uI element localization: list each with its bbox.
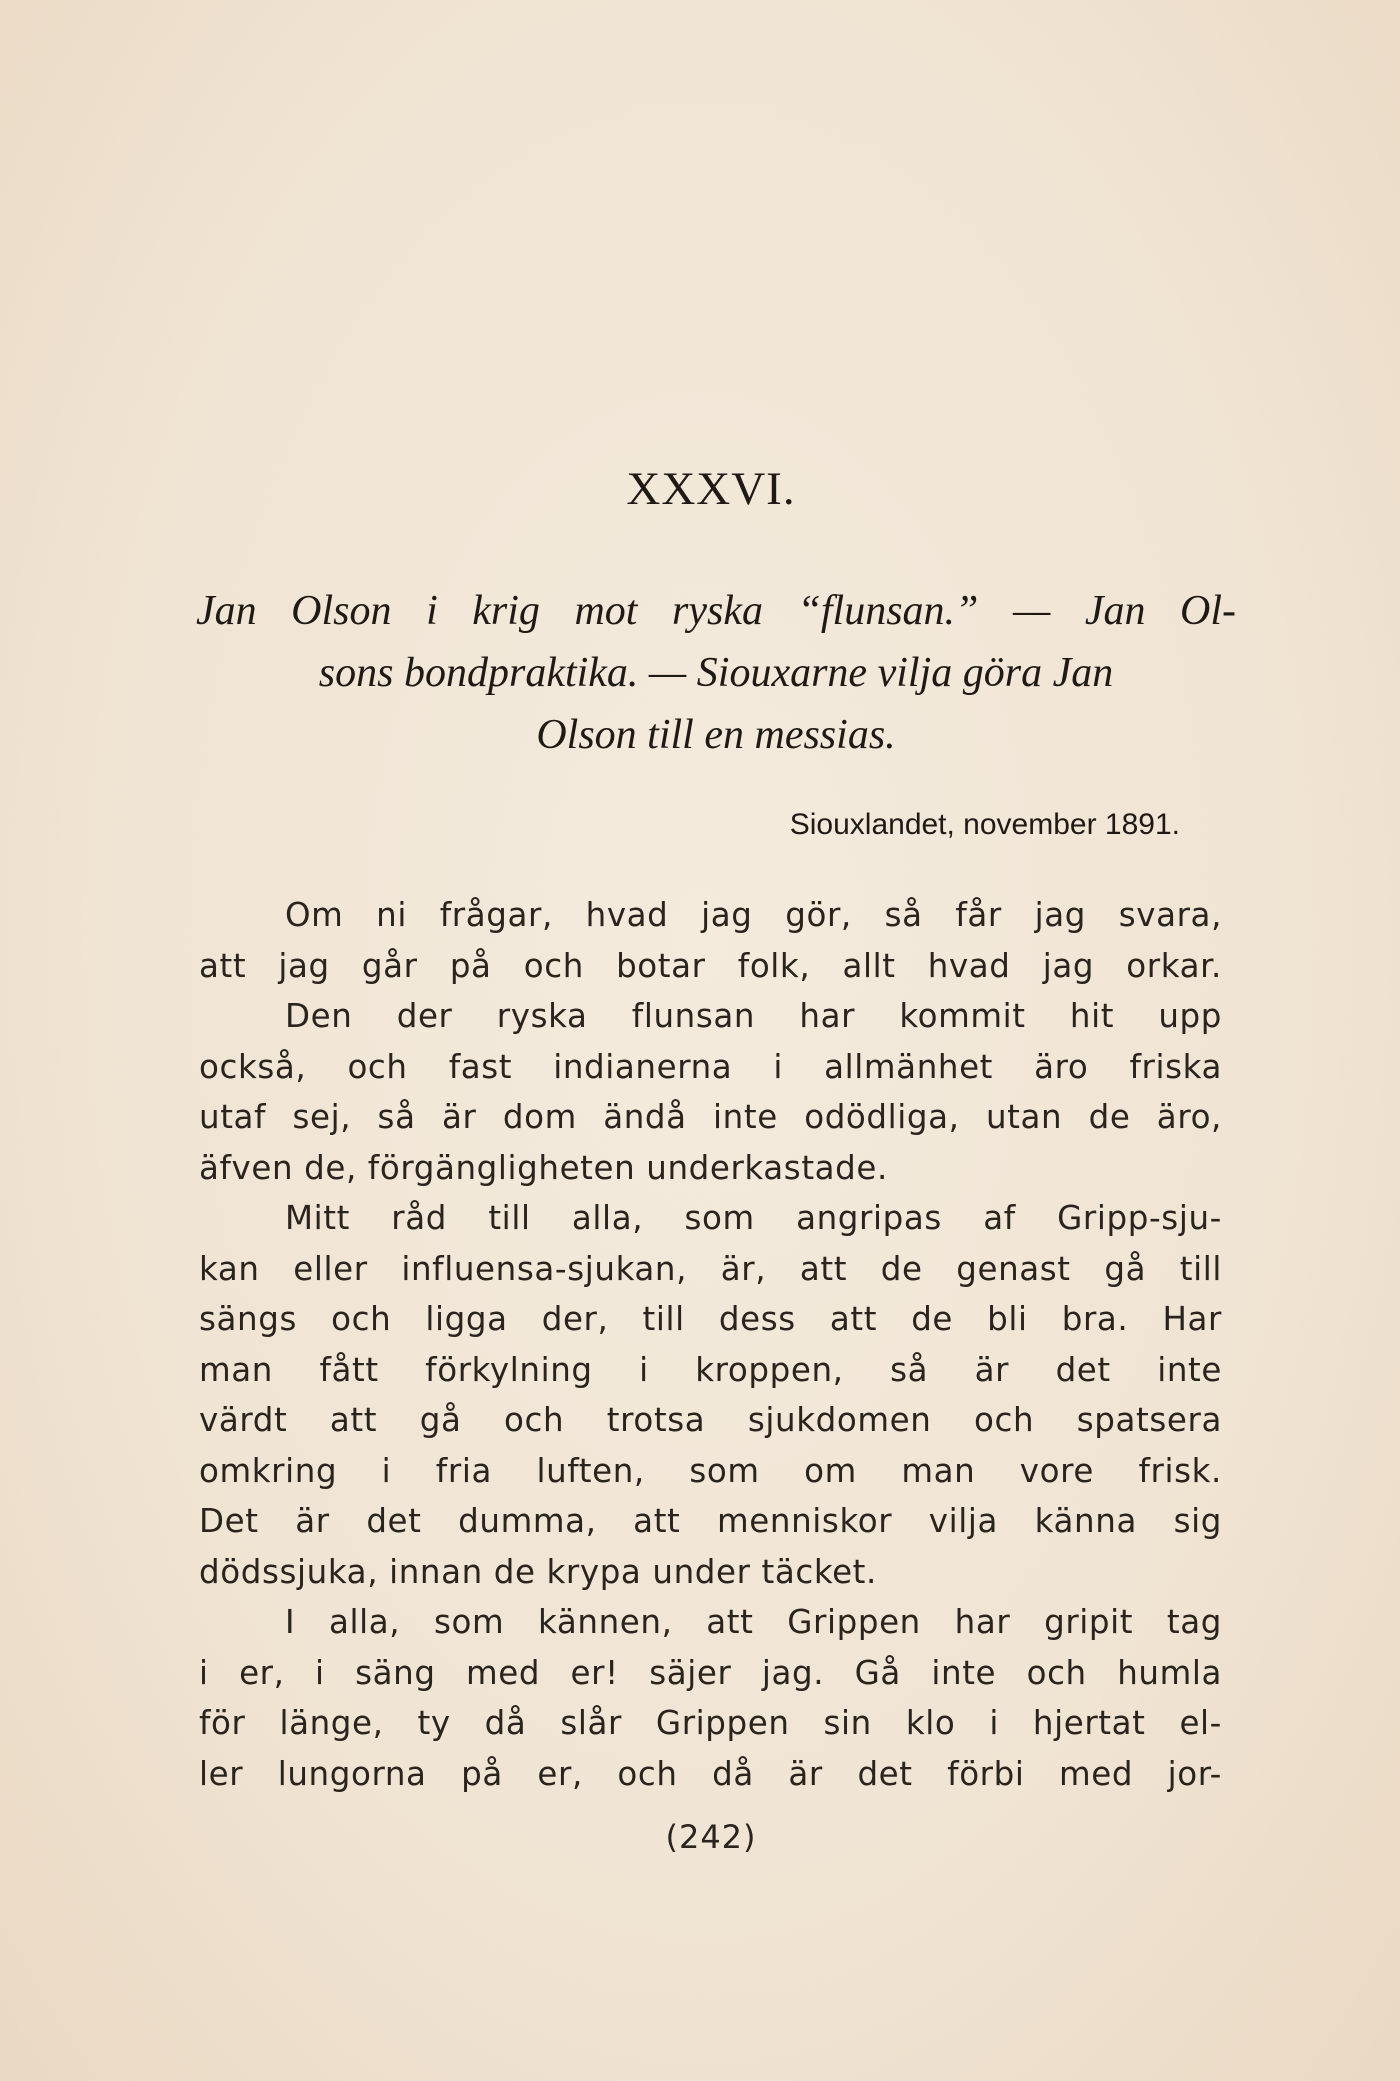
text-line: man fått förkylning i kroppen, så är det inte xyxy=(199,1350,1222,1389)
text-line: I alla, som kännen, att Grippen har gripit tag xyxy=(285,1603,1222,1641)
page-number: (242) xyxy=(665,1818,757,1856)
chapter-number: XXXVI. xyxy=(626,463,796,515)
text-line: för länge, ty då slår Grippen sin klo i hjertat el- xyxy=(199,1704,1222,1742)
text-line: i er, i säng med er! säjer jag. Gå inte och humla xyxy=(199,1653,1222,1692)
text-line: äfven de, förgängligheten underkastade. xyxy=(199,1148,888,1187)
summary-line: Olson till en messias. xyxy=(536,712,896,758)
text-line: Om ni frågar, hvad jag gör, så får jag svara, xyxy=(285,896,1222,934)
body-text xyxy=(199,890,1222,1799)
text-line: omkring i fria luften, som om man vore frisk. xyxy=(199,1451,1222,1490)
text-line: sängs och ligga der, till dess att de bli bra. Har xyxy=(199,1300,1222,1338)
text-line: Mitt råd till alla, som angripas af Gripp-sju- xyxy=(285,1199,1222,1237)
text-line: Det är det dumma, att menniskor vilja känna sig xyxy=(199,1502,1222,1540)
text-line: kan eller influensa-sjukan, är, att de genast gå till xyxy=(199,1249,1222,1288)
text-line: utaf sej, så är dom ändå inte odödliga, utan de äro, xyxy=(199,1098,1222,1136)
dateline: Siouxlandet, november 1891. xyxy=(789,808,1180,841)
text-line: ler lungorna på er, och då är det förbi med jor- xyxy=(199,1754,1222,1793)
summary-line: Jan Olson i krig mot ryska “flunsan.” — Jan Ol- xyxy=(196,588,1236,634)
text-line: värdt att gå och trotsa sjukdomen och spatsera xyxy=(199,1401,1222,1439)
text-line: att jag går på och botar folk, allt hvad jag orkar. xyxy=(199,946,1222,985)
text-line: också, och fast indianerna i allmänhet äro friska xyxy=(199,1047,1222,1086)
text-line: dödssjuka, innan de krypa under täcket. xyxy=(199,1552,877,1591)
text-line: Den der ryska flunsan har kommit hit upp xyxy=(285,997,1222,1035)
summary-line: sons bondpraktika. — Siouxarne vilja göra Jan xyxy=(318,650,1114,696)
chapter-summary xyxy=(196,580,1236,766)
